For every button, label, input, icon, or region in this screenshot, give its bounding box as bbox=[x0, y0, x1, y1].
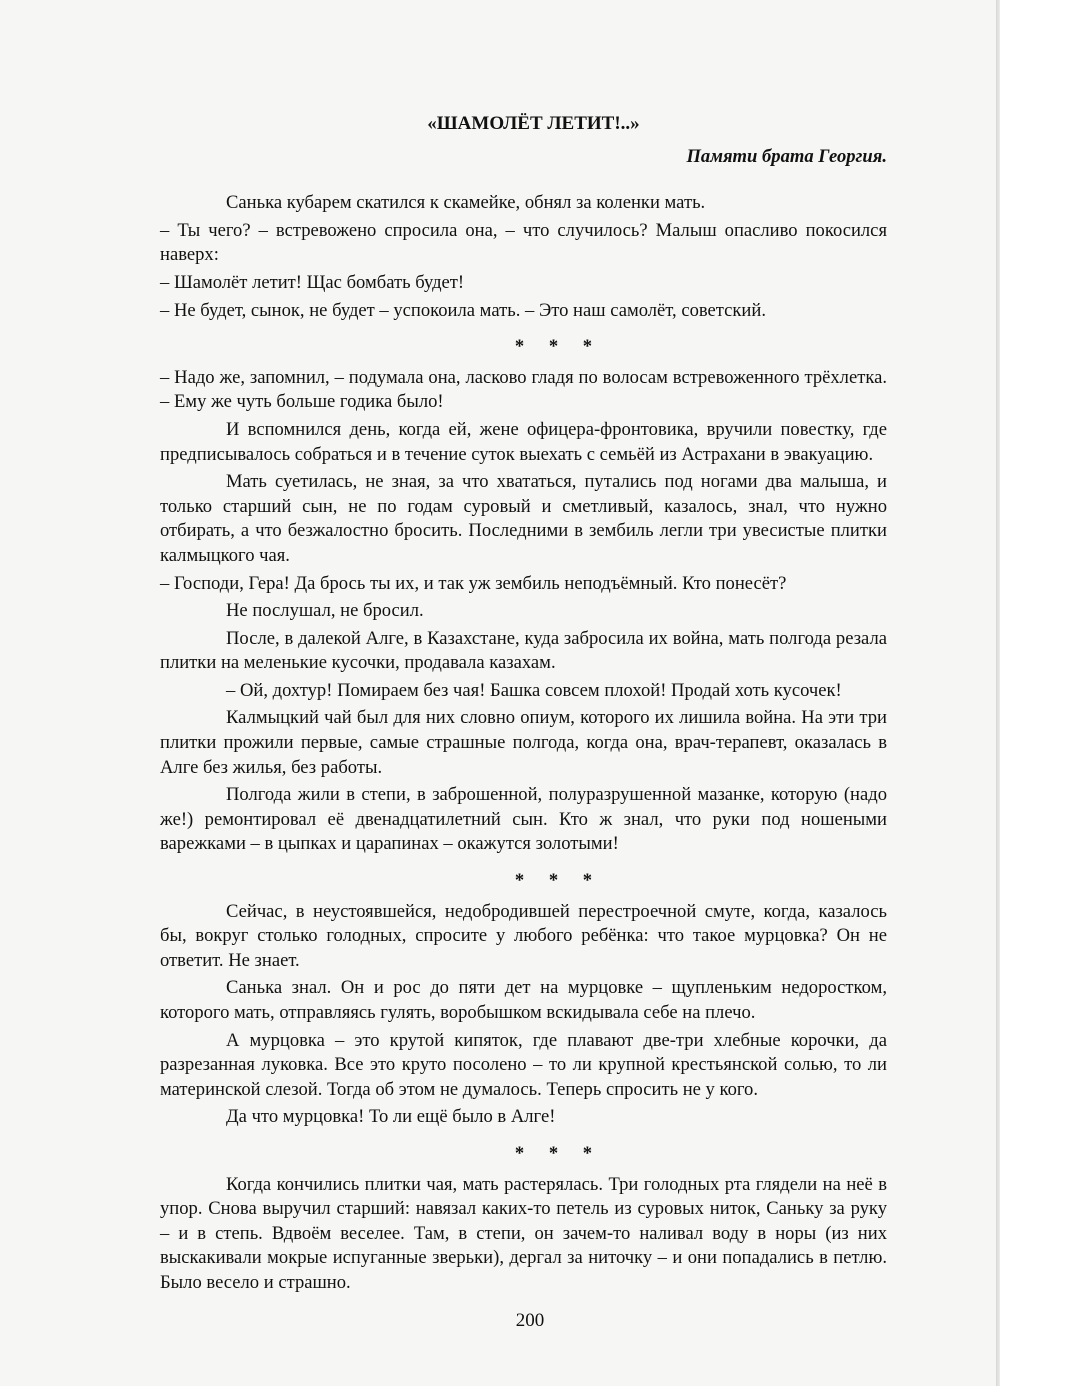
chapter-title: «ШАМОЛЁТ ЛЕТИТ!..» bbox=[427, 113, 640, 134]
paragraph: – Шамолёт летит! Щас бомбать будет! bbox=[160, 271, 465, 293]
page-content bbox=[160, 112, 887, 1299]
paragraph: Санька знал. Он и рос до пяти дет на мурцовке – щупленьким недоростком, которого мать, отправляясь гулять, воробышком вскидывала себе на плечо. bbox=[160, 977, 887, 1023]
page-edge bbox=[996, 0, 1000, 1386]
paragraph: – Господи, Гера! Да брось ты их, и так уж зембиль неподъёмный. Кто понесёт? bbox=[160, 572, 787, 594]
paragraph: Санька кубарем скатился к скамейке, обнял за коленки мать. bbox=[226, 192, 706, 214]
paragraph: – Ой, дохтур! Помираем без чая! Башка совсем плохой! Продай хоть кусочек! bbox=[226, 679, 842, 701]
paragraph: – Не будет, сынок, не будет – успокоила мать. – Это наш самолёт, советский. bbox=[160, 299, 766, 321]
paragraph: Да что мурцовка! То ли ещё было в Алге! bbox=[226, 1106, 556, 1128]
paragraph: После, в далекой Алге, в Казахстане, куда забросила их война, мать полгода резала плитки на меленькие кусочки, продавала казахам. bbox=[160, 627, 887, 674]
paragraph: Полгода жили в степи, в заброшенной, полуразрушенной мазанке, которую (надо же!) ремонтировал её двенадцатилетний сын. Кто ж знал, что руки под ношеными варежками – в цыпках и царапинах – окажутся золотыми! bbox=[160, 784, 887, 855]
paragraph: А мурцовка – это крутой кипяток, где плавают две-три хлебные корочки, да разрезанная луковка. Все это круто посолено – то ли крупной крестьянской солью, то ли материнской слезой. Тогда об этом не думалось. Теперь спросить не у кого. bbox=[160, 1029, 887, 1100]
dedication: Памяти брата Георгия. bbox=[686, 145, 887, 167]
section-divider: * * * bbox=[514, 336, 603, 358]
paragraph: Калмыцкий чай был для них словно опиум, которого их лишила война. На эти три плитки прожили первые, самые страшные полгода, когда она, врач-терапевт, оказалась в Алге без жилья, без работы. bbox=[160, 707, 887, 778]
paragraph: Сейчас, в неустоявшейся, недобродившей перестроечной смуте, когда, казалось бы, вокруг столько голодных, спросите у любого ребёнка: что такое мурцовка? Он не ответит. Не знает. bbox=[160, 900, 887, 971]
paragraph: Не послушал, не бросил. bbox=[226, 600, 424, 622]
section-divider: * * * bbox=[514, 1142, 603, 1164]
section-divider: * * * bbox=[514, 870, 603, 892]
paragraph: – Ты чего? – встревожено спросила она, – что случилось? Малыш опасливо покосился наверх: bbox=[160, 219, 887, 266]
paragraph: Когда кончились плитки чая, мать растерялась. Три голодных рта глядели на неё в упор. Снова выручил старший: навязал каких-то петель из суровых ниток, Саньку за руку – и в степь. Вдвоём веселее. Там, в степи, он зачем-то наливал воду в норы (из них выскакивали мокрые испуганные зверьки), дергал за ниточку – и они попадались в петлю. Было весело и страшно. bbox=[160, 1173, 887, 1293]
page-number: 200 bbox=[515, 1310, 545, 1331]
paragraph: Мать суетилась, не зная, за что хвататься, путались под ногами два малыша, и только старший сын, не по годам суровый и сметливый, казалось, знал, что нужно отбирать, а что безжалостно бросить. Последними в зембиль легли три увесистые плитки калмыцкого чая. bbox=[160, 471, 887, 566]
paragraph: – Надо же, запомнил, – подумала она, ласково гладя по волосам встревоженного трёхлетка. – Ему же чуть больше годика было! bbox=[160, 366, 887, 413]
paragraph: И вспомнился день, когда ей, жене офицера-фронтовика, вручили повестку, где предписывалось собраться и в течение суток выехать с семьёй из Астрахани в эвакуацию. bbox=[160, 418, 887, 465]
